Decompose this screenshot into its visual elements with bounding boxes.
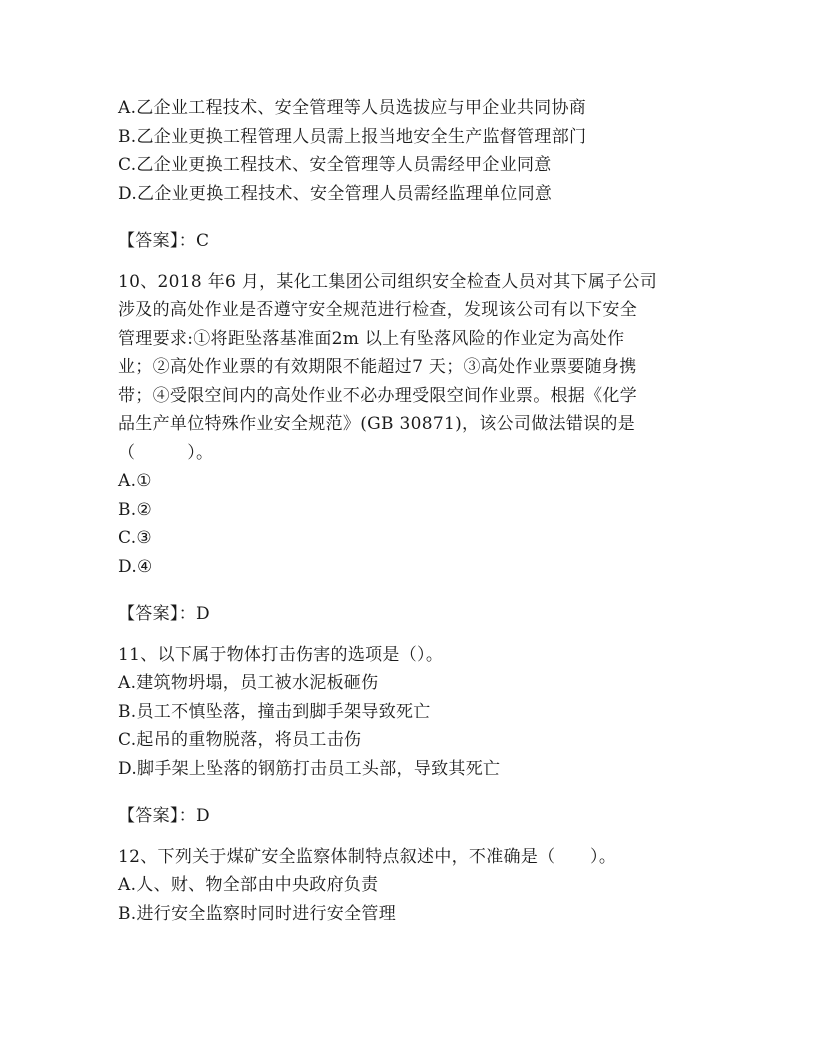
question-stem: 12、下列关于煤矿安全监察体制特点叙述中，不准确是（ ）。: [118, 846, 617, 867]
answer-11: 【答案】：D: [118, 806, 210, 826]
option-d: D.乙企业更换工程技术、安全管理人员需经监理单位同意: [118, 183, 553, 204]
option-a: A.①: [118, 471, 152, 491]
option-c: C.③: [118, 528, 152, 548]
question-stem-line: 业；②高处作业票的有效期限不能超过7 天；③高处作业票要随身携: [118, 357, 637, 377]
question-stem-line: 10、2018 年6 月，某化工集团公司组织安全检查人员对其下属子公司: [118, 271, 658, 292]
document-page: [118, 94, 698, 928]
question-11: [118, 641, 698, 784]
answer-9: 【答案】：C: [118, 231, 210, 251]
question-9: [118, 94, 698, 208]
option-d: D.④: [118, 556, 153, 577]
option-b: B.乙企业更换工程管理人员需上报当地安全生产监督管理部门: [118, 126, 587, 147]
question-stem-line: （ ）。: [118, 442, 214, 463]
option-b: B.员工不慎坠落，撞击到脚手架导致死亡: [118, 701, 431, 722]
option-a: A.建筑物坍塌，员工被水泥板砸伤: [118, 673, 379, 693]
question-stem-line: 管理要求:①将距坠落基准面2m 以上有坠落风险的作业定为高处作: [118, 328, 625, 349]
option-a: A.乙企业工程技术、安全管理等人员选拔应与甲企业共同协商: [118, 98, 587, 118]
question-stem: 11、以下属于物体打击伤害的选项是（）。: [118, 644, 444, 665]
option-d: D.脚手架上坠落的钢筋打击员工头部，导致其死亡: [118, 758, 501, 779]
answer-10: 【答案】：D: [118, 604, 210, 624]
option-b: B.进行安全监察时同时进行安全管理: [118, 903, 396, 924]
option-c: C.起吊的重物脱落，将员工击伤: [118, 730, 362, 750]
question-stem-line: 涉及的高处作业是否遵守安全规范进行检查，发现该公司有以下安全: [118, 300, 637, 320]
option-c: C.乙企业更换工程技术、安全管理等人员需经甲企业同意: [118, 155, 552, 175]
question-12: [118, 843, 698, 929]
option-a: A.人、财、物全部由中央政府负责: [118, 875, 379, 895]
question-stem-line: 品生产单位特殊作业安全规范》(GB 30871)，该公司做法错误的是: [118, 414, 636, 434]
question-stem-line: 带；④受限空间内的高处作业不必办理受限空间作业票。根据《化学: [118, 385, 637, 406]
option-b: B.②: [118, 499, 153, 520]
question-10: [118, 268, 698, 582]
